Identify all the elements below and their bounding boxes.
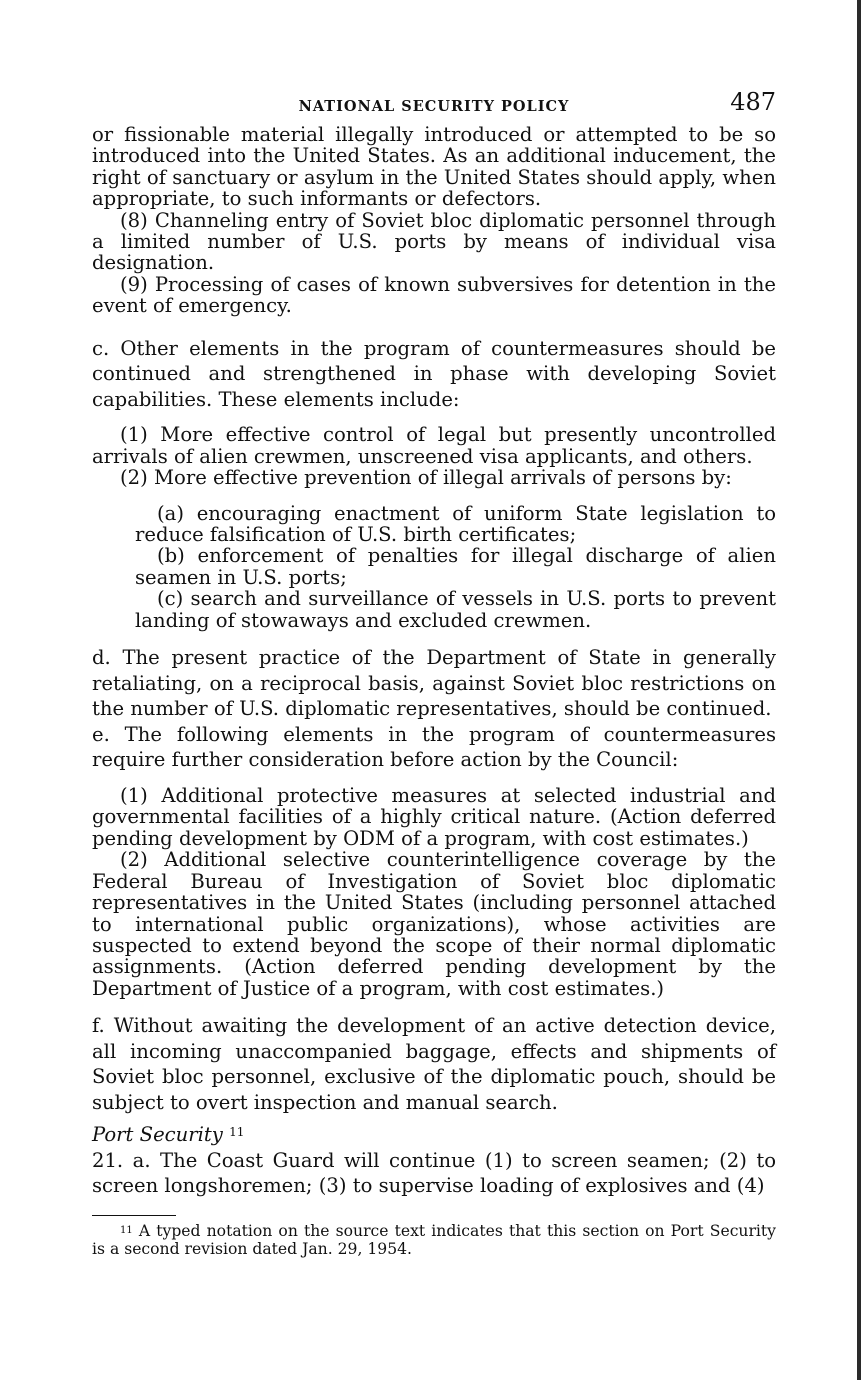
e-list-item-2: (2) Additional selective counterintelligence coverage by the Federal Bureau of Investigation of Soviet bloc diplomatic representatives in the United States (including personnel attached to international public organizations), whose activities are suspected to extend beyond the scope of their normal diplomatic assignments. (Action deferred pending development by the Department of Justice of a program, with cost estimates.) — [92, 848, 776, 1000]
paragraph-c: c. Other elements in the program of countermeasures should be continued and strengthened in phase with developing Soviet capabilities. These elements include: — [92, 336, 776, 411]
footnote-rule — [92, 1215, 176, 1216]
c-list-item-1: (1) More effective control of legal but presently uncontrolled arrivals of alien crewmen, unscreened visa applicants, and others. — [92, 423, 776, 468]
page-number: 487 — [730, 88, 776, 116]
paragraph-e: e. The following elements in the program of countermeasures require further consideration before action by the Council: — [92, 722, 776, 772]
section-heading-text: Port Security — [92, 1122, 223, 1146]
paragraph-continuation: or fissionable material illegally introduced or attempted to be so introduced into the United States. As an additional inducement, the right of sanctuary or asylum in the United States should apply, when appropriate, to such informants or defectors. — [92, 123, 776, 211]
footnote — [92, 1222, 776, 1258]
c-list-item-2: (2) More effective prevention of illegal arrivals of persons by: — [120, 466, 732, 490]
e-list-item-1: (1) Additional protective measures at selected industrial and governmental facilities of a highly critical nature. (Action deferred pending development by ODM of a program, with cost estimates.) — [92, 784, 776, 850]
running-header — [92, 88, 776, 124]
c-subitem-b: (b) enforcement of penalties for illegal discharge of alien seamen in U.S. ports; — [135, 544, 776, 589]
list-item-9: (9) Processing of cases of known subversives for detention in the event of emergency. — [92, 272, 776, 318]
footnote-marker: 11 — [120, 1224, 133, 1236]
running-title: NATIONAL SECURITY POLICY — [298, 98, 570, 115]
page-edge — [857, 0, 861, 1380]
paragraph-f: f. Without awaiting the development of an active detection device, all incoming unaccompanied baggage, effects and shipments of Soviet bloc personnel, exclusive of the diplomatic pouch, should be subject to overt inspection and manual search. — [92, 1014, 776, 1114]
section-heading — [92, 1122, 776, 1148]
footnote-text: A typed notation on the source text indicates that this section on Port Security is a second revision dated Jan. 29, 1954. — [92, 1221, 776, 1258]
c-subitem-c: (c) search and surveillance of vessels in U.S. ports to prevent landing of stowaways and excluded crewmen. — [135, 587, 776, 632]
document-page — [92, 88, 776, 1258]
list-item-8: (8) Channeling entry of Soviet bloc diplomatic personnel through a limited number of U.S. ports by means of individual visa designation. — [92, 208, 776, 275]
footnote-reference: 11 — [229, 1124, 245, 1139]
c-subitem-a: (a) encouraging enactment of uniform State legislation to reduce falsification of U.S. birth certificates; — [135, 501, 776, 547]
paragraph-21: 21. a. The Coast Guard will continue (1) to screen seamen; (2) to screen longshoremen; (3) to supervise loading of explosives and (4) — [92, 1148, 776, 1198]
paragraph-d: d. The present practice of the Department of State in generally retaliating, on a reciprocal basis, against Soviet bloc restrictions on the number of U.S. diplomatic representatives, should be continued. — [92, 646, 776, 721]
